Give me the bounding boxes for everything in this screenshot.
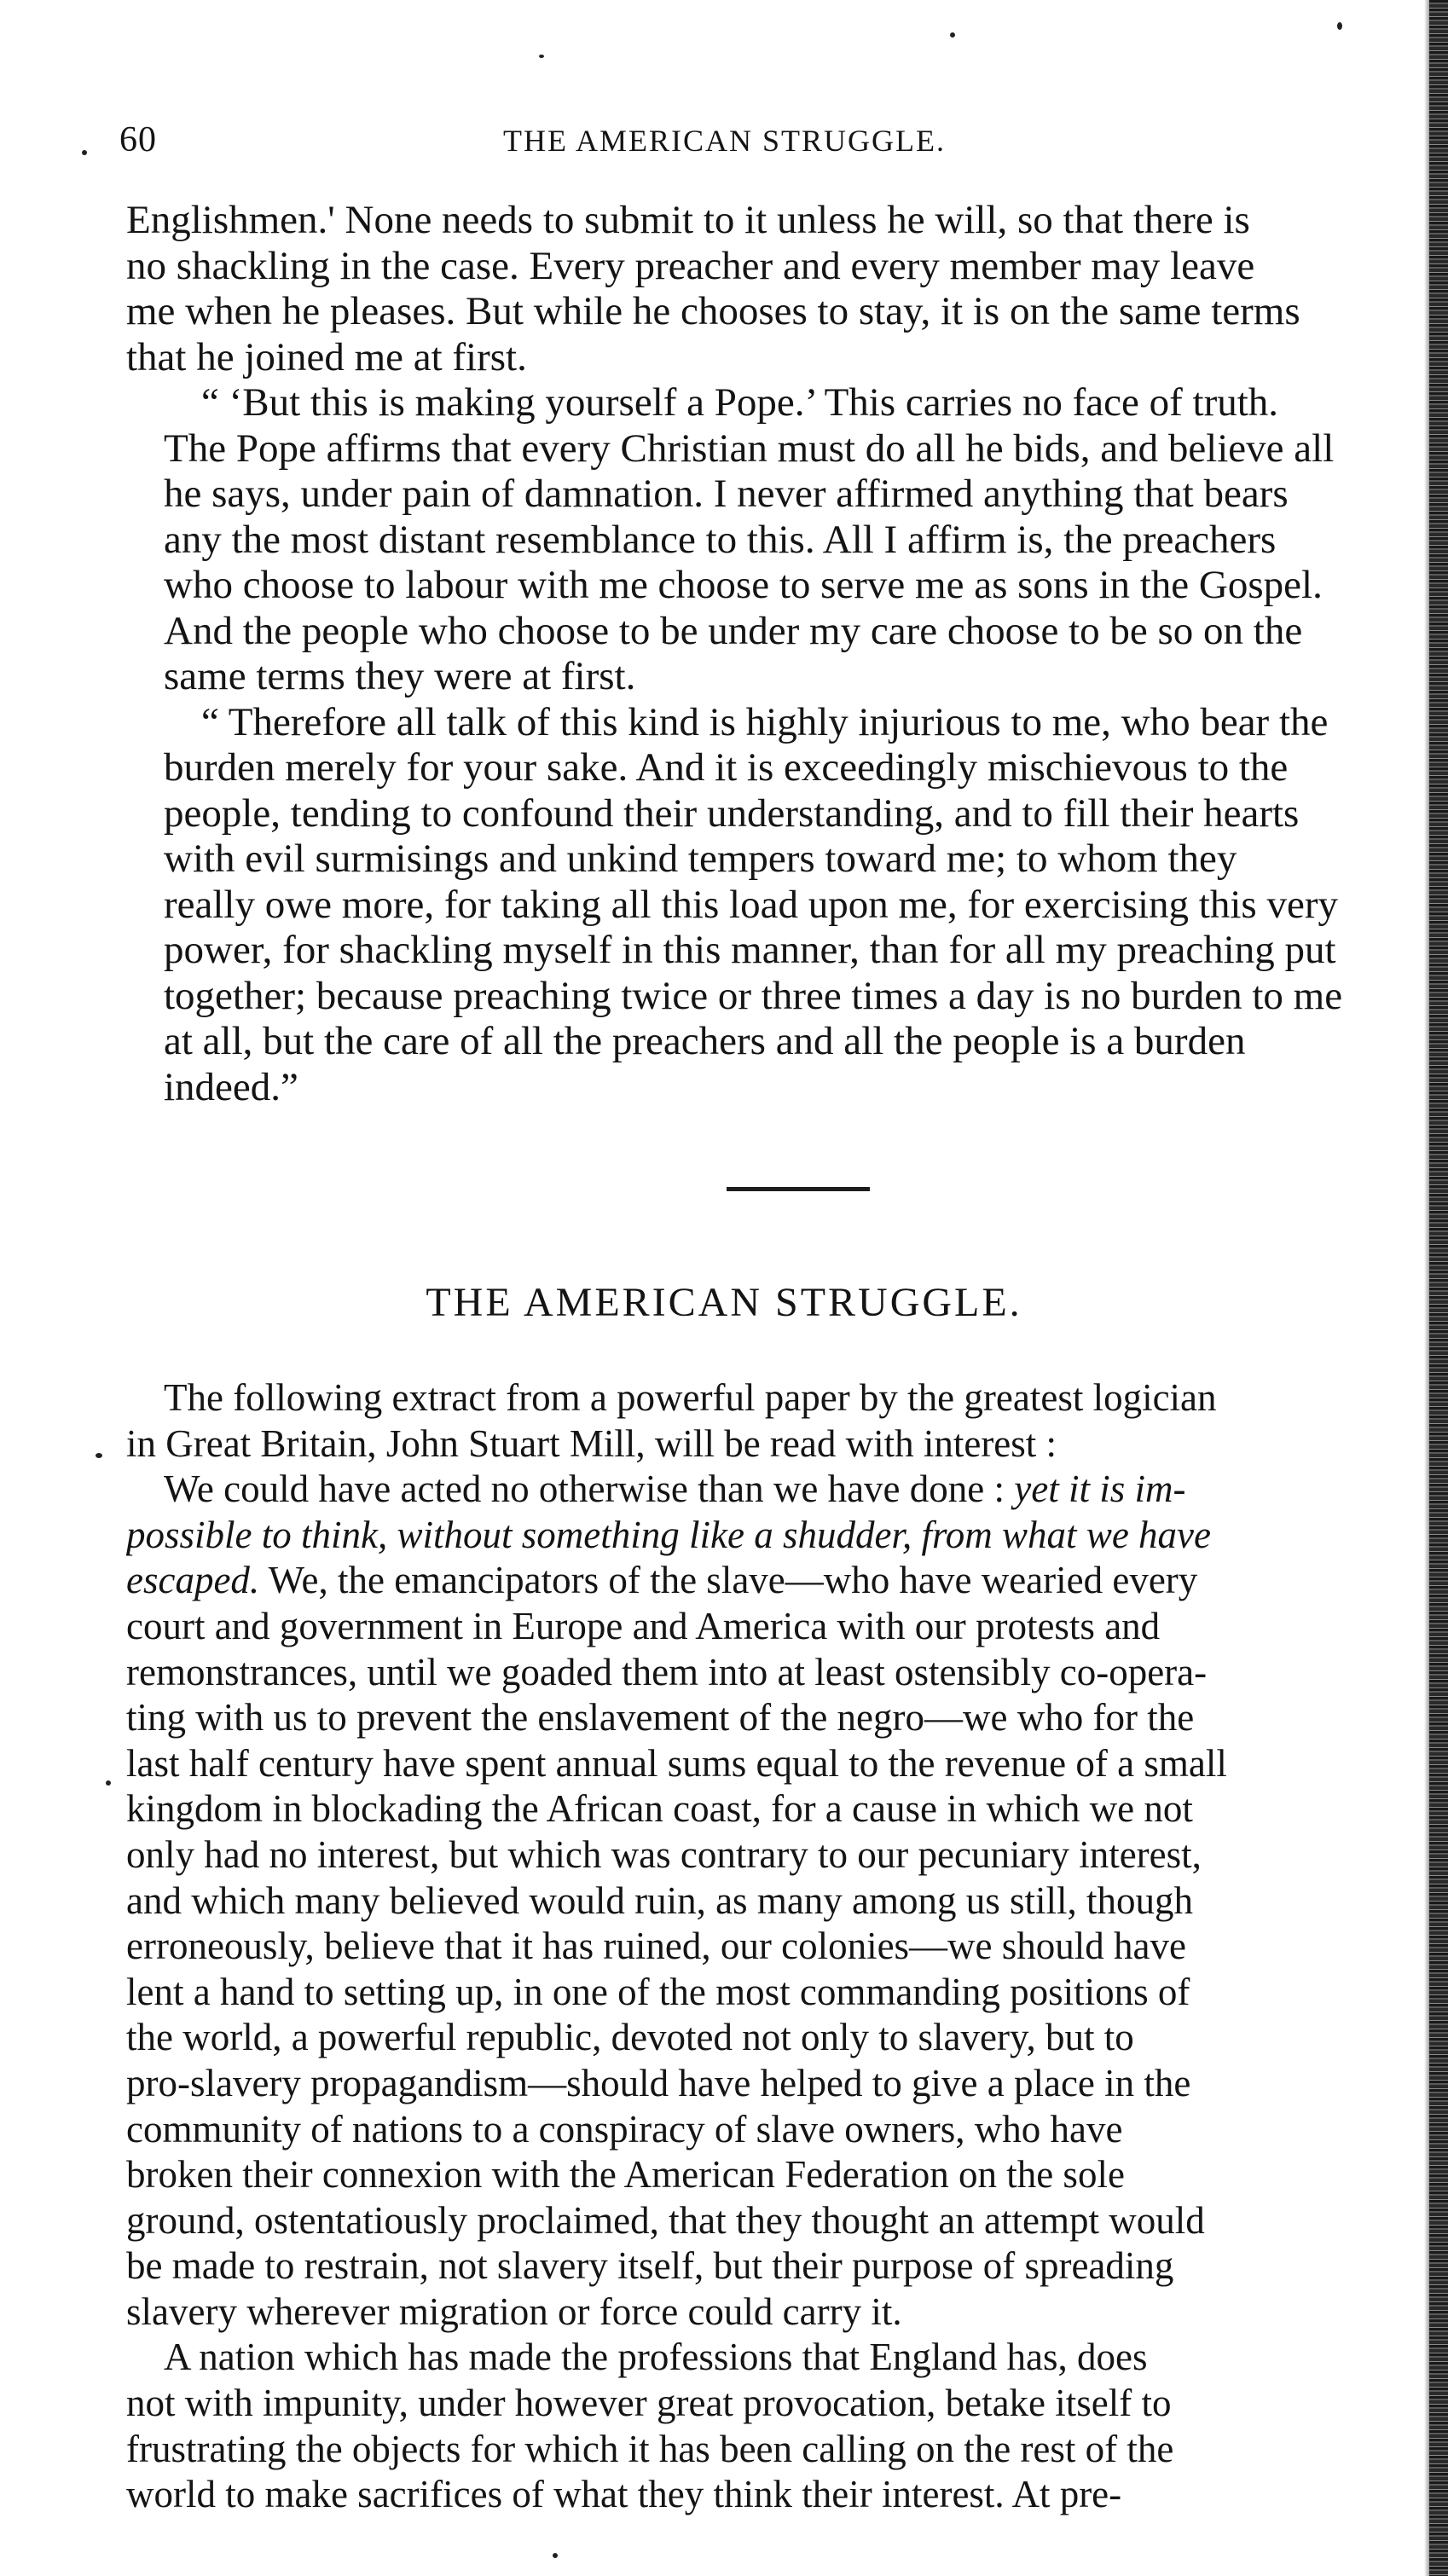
text-line: A nation which has made the professions that England has, does xyxy=(164,2336,1148,2379)
text-line: The Pope affirms that every Christian must do all he bids, and believe all xyxy=(164,425,1335,471)
text-line: no shackling in the case. Every preacher and every member may leave xyxy=(126,243,1255,288)
text-line: erroneously, believe that it has ruined, our colonies—we should have xyxy=(126,1925,1186,1968)
text-line: burden merely for your sake. And it is exceedingly mischievous to the xyxy=(164,745,1289,790)
scan-speck xyxy=(96,1453,102,1458)
section-divider xyxy=(727,1187,870,1191)
text-line: not with impunity, under however great provocation, betake itself to xyxy=(126,2382,1172,2425)
text-line: world to make sacrifices of what they think their interest. At pre- xyxy=(126,2473,1122,2516)
text-line: The following extract from a powerful paper by the greatest logician xyxy=(164,1376,1217,1419)
text-line: lent a hand to setting up, in one of the most commanding positions of xyxy=(126,1970,1190,2013)
text-line: indeed.” xyxy=(164,1064,298,1109)
paragraph xyxy=(126,1375,1428,1467)
text-line: with evil surmisings and unkind tempers toward me; to whom they xyxy=(164,836,1237,881)
page-number: 60 xyxy=(119,120,157,159)
text-line: broken their connexion with the American Federation on the sole xyxy=(126,2153,1125,2197)
italic-emphasis: possible to think, without something like a shudder, from what we have xyxy=(126,1513,1211,1556)
text-line: frustrating the objects for which it has been calling on the rest of the xyxy=(126,2427,1174,2470)
scan-speck xyxy=(82,150,87,155)
paragraph xyxy=(126,2335,1428,2517)
text-line: court and government in Europe and America with our protests and xyxy=(126,1604,1161,1647)
italic-emphasis: escaped. xyxy=(126,1559,260,1602)
text-line: who choose to labour with me choose to serve me as sons in the Gospel. xyxy=(164,563,1323,607)
text-line: We could have acted no otherwise than we have done : yet it is im- xyxy=(164,1467,1186,1511)
text-line: ground, ostentatiously proclaimed, that they thought an attempt would xyxy=(126,2198,1205,2242)
text-line: last half century have spent annual sums equal to the revenue of a small xyxy=(126,1741,1227,1785)
text-line: Englishmen.' None needs to submit to it unless he will, so that there is xyxy=(126,198,1250,242)
text-line: slavery wherever migration or force could carry it. xyxy=(126,2289,902,2333)
text-line: power, for shackling myself in this manner, than for all my preaching put xyxy=(164,928,1336,972)
text-line: in Great Britain, John Stuart Mill, will be read with interest : xyxy=(126,1421,1057,1465)
scan-speck xyxy=(553,2553,558,2558)
text-line: any the most distant resemblance to this. All I affirm is, the preachers xyxy=(164,517,1277,562)
scan-speck xyxy=(1337,22,1342,30)
paragraph xyxy=(126,1467,1428,2335)
section-body xyxy=(126,1375,1428,2518)
paragraph xyxy=(126,700,1428,1111)
text-line: community of nations to a conspiracy of slave owners, who have xyxy=(126,2107,1123,2151)
text-line: “ ‘But this is making yourself a Pope.’ This carries no face of truth. xyxy=(201,380,1279,425)
text-line: he says, under pain of damnation. I never affirmed anything that bears xyxy=(164,472,1289,516)
text-line: at all, but the care of all the preachers and all the people is a burden xyxy=(164,1019,1246,1063)
text-line: me when he pleases. But while he chooses to stay, it is on the same terms xyxy=(126,289,1300,333)
text-line: and which many believed would ruin, as many among us still, though xyxy=(126,1878,1194,1922)
scan-speck xyxy=(539,55,544,58)
section-title: THE AMERICAN STRUGGLE. xyxy=(426,1280,1022,1325)
italic-emphasis: yet it is im- xyxy=(1014,1467,1186,1511)
text-line: remonstrances, until we goaded them into at least ostensibly co-opera- xyxy=(126,1650,1208,1693)
paragraph xyxy=(126,198,1428,380)
scan-speck xyxy=(950,32,955,38)
text-line: really owe more, for taking all this load upon me, for exercising this very xyxy=(164,882,1338,927)
text-line: people, tending to confound their understanding, and to fill their hearts xyxy=(164,790,1300,836)
text-line: that he joined me at first. xyxy=(126,334,527,379)
text-line: pro-slavery propagandism—should have helped to give a place in the xyxy=(126,2061,1191,2104)
text-line xyxy=(126,1513,1428,1559)
paragraph xyxy=(126,380,1428,700)
text-line: And the people who choose to be under my care choose to be so on the xyxy=(164,608,1303,653)
text-line: together; because preaching twice or three times a day is no burden to me xyxy=(164,973,1343,1018)
text-line: same terms they were at first. xyxy=(164,654,636,698)
scan-speck xyxy=(106,1780,111,1786)
text-line: kingdom in blockading the African coast, for a cause in which we not xyxy=(126,1787,1193,1831)
text-line: escaped. We, the emancipators of the slave—who have wearied every xyxy=(126,1559,1198,1602)
running-head: THE AMERICAN STRUGGLE. xyxy=(503,124,946,158)
text-line: be made to restrain, not slavery itself, but their purpose of spreading xyxy=(126,2244,1174,2288)
text-line: the world, a powerful republic, devoted not only to slavery, but to xyxy=(126,2016,1134,2059)
top-passage xyxy=(126,198,1428,1110)
text-line: “ Therefore all talk of this kind is highly injurious to me, who bear the xyxy=(201,699,1329,744)
page-header xyxy=(119,119,1416,171)
text-line: ting with us to prevent the enslavement of the negro—we who for the xyxy=(126,1696,1195,1740)
text-line: only had no interest, but which was contrary to our pecuniary interest, xyxy=(126,1832,1202,1876)
